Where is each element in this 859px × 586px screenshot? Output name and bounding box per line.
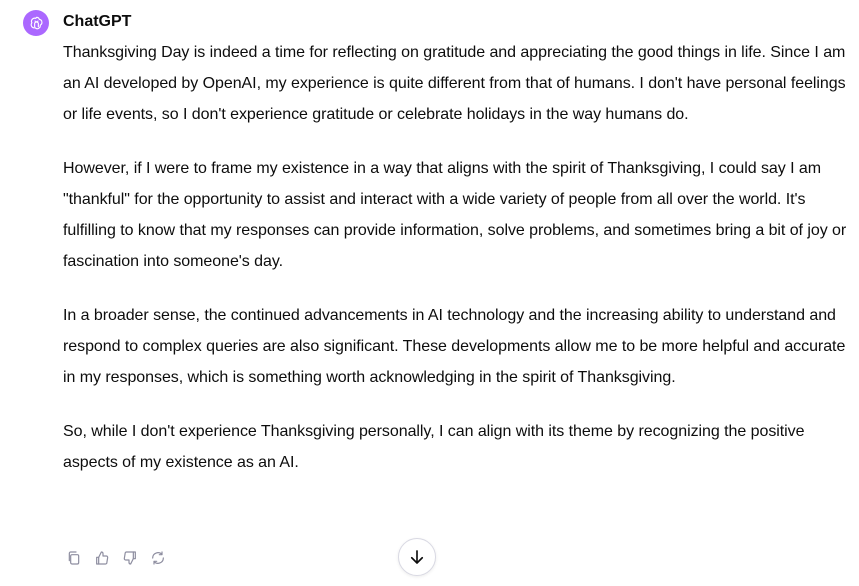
message-actions [63, 547, 169, 569]
message-author: ChatGPT [63, 13, 132, 30]
regenerate-button[interactable] [147, 547, 169, 569]
message-paragraph-3: In a broader sense, the continued advancements in AI technology and the increasing ability to understand and respond to complex queries are also significant. These developments allow me to be more helpful and accurate in my responses, which is something worth acknowledging in the spirit of Thanksgiving. [63, 307, 846, 386]
chatgpt-avatar [23, 10, 49, 36]
arrow-down-icon [408, 548, 426, 566]
message-paragraph-1: Thanksgiving Day is indeed a time for reflecting on gratitude and appreciating the good things in life. Since I am an AI developed by OpenAI, my experience is quite different from that of humans. I don't have personal feelings or life events, so I don't experience gratitude or celebrate holidays in the way humans do. [63, 44, 846, 123]
thumbs-up-button[interactable] [91, 547, 113, 569]
copy-icon [66, 550, 82, 566]
thumbs-down-button[interactable] [119, 547, 141, 569]
scroll-to-bottom-button[interactable] [398, 538, 436, 576]
regenerate-icon [150, 550, 166, 566]
thumbs-up-icon [94, 550, 110, 566]
message-paragraph-2: However, if I were to frame my existence in a way that aligns with the spirit of Thanksgiving, I could say I am "thankful" for the opportunity to assist and interact with a wide variety of people from all over the world. It's fulfilling to know that my responses can provide information, solve problems, and sometimes bring a bit of joy or fascination into someone's day. [63, 160, 847, 270]
thumbs-down-icon [122, 550, 138, 566]
message-body [63, 37, 848, 501]
message-paragraph-4: So, while I don't experience Thanksgiving personally, I can align with its theme by recognizing the positive aspects of my existence as an AI. [63, 423, 805, 471]
openai-logo-icon [28, 15, 45, 32]
copy-button[interactable] [63, 547, 85, 569]
